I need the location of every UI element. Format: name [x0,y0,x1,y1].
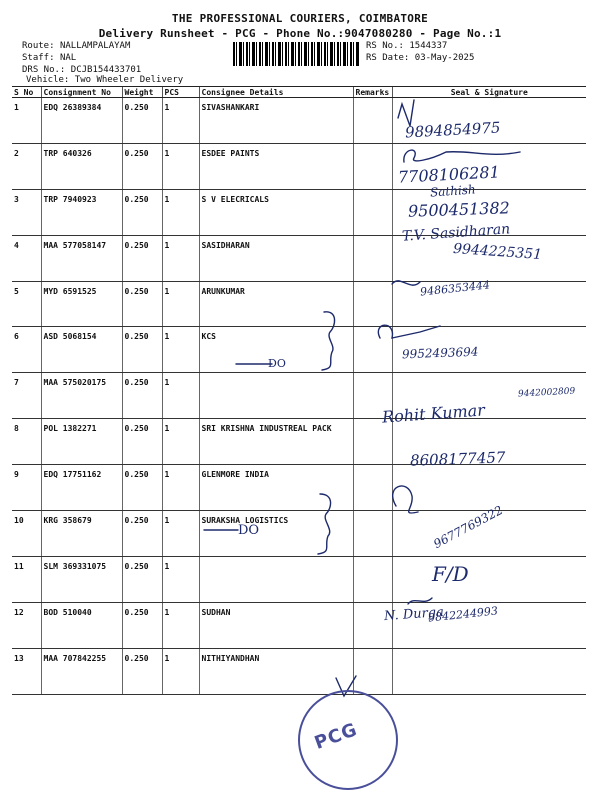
cell-weight: 0.250 [122,511,162,557]
signature-row-13 [408,598,432,604]
col-pcs: PCS [162,87,199,98]
hw-phone-row-5: 9486353444 [419,278,491,299]
col-consignee: Consignee Details [199,87,353,98]
cell-pcs: 1 [162,556,199,602]
cell-pcs: 1 [162,281,199,327]
cell-weight: 0.250 [122,327,162,373]
vehicle-label: Vehicle: [26,75,70,85]
hw-name-row-8: Rohit Kumar [381,400,486,427]
cell-pcs: 1 [162,648,199,694]
hw-note-row-12: F/D [432,562,469,586]
cell-weight: 0.250 [122,281,162,327]
ditto-mark-2: DO [238,523,260,538]
cell-consignee: ARUNKUMAR [199,281,353,327]
rs-no-value: 1544337 [409,41,448,51]
cell-sno: 4 [12,235,41,281]
cell-weight: 0.250 [122,235,162,281]
brace-rows-6-7 [322,312,335,370]
cell-pcs: 1 [162,327,199,373]
hw-phone-row-1: 9894854975 [404,118,501,142]
cell-weight: 0.250 [122,373,162,419]
route-value: NALLAMPALAYAM [59,41,131,51]
cell-consignee: SASIDHARAN [199,235,353,281]
ditto-mark-1: DO [268,357,286,370]
cell-weight: 0.250 [122,143,162,189]
stamp-text: PCG [311,719,361,754]
cell-consignee: GLENMORE INDIA [199,465,353,511]
rs-no-label: RS No.: [366,41,404,51]
rs-date-label: RS Date: [366,53,410,63]
hw-phone-row-9: 8608177457 [409,448,506,470]
cell-sno: 10 [12,511,41,557]
cell-sno: 8 [12,419,41,465]
cell-weight: 0.250 [122,98,162,144]
cell-consignment: MAA 577058147 [41,235,122,281]
cell-sno: 11 [12,556,41,602]
hw-name-row-4: T.V. Sasidharan [401,221,511,245]
signature-row-2 [404,150,520,162]
cell-pcs: 1 [162,419,199,465]
cell-consignment: ASD 5068154 [41,327,122,373]
cell-consignment: TRP 640326 [41,143,122,189]
col-sno: S No [12,87,41,98]
hw-name-row-13: N. Durga [383,604,445,625]
cell-weight: 0.250 [122,419,162,465]
col-signature: Seal & Signature [392,87,586,98]
cell-consignee: SRI KRISHNA INDUSTREAL PACK [199,419,353,465]
hw-phone-row-3: 9500451382 [407,198,511,221]
cell-consignment: KRG 358679 [41,511,122,557]
cell-pcs: 1 [162,98,199,144]
cell-consignment: EDQ 17751162 [41,465,122,511]
cell-pcs: 1 [162,189,199,235]
cell-pcs: 1 [162,143,199,189]
cell-weight: 0.250 [122,648,162,694]
hw-phone-row-13: 9842244993 [427,604,499,625]
cell-consignment: POL 1382271 [41,419,122,465]
company-title: THE PROFESSIONAL COURIERS, COIMBATORE [171,12,429,25]
cell-consignment: TRP 7940923 [41,189,122,235]
cell-consignee: S V ELECRICALS [199,189,353,235]
cell-weight: 0.250 [122,189,162,235]
cell-sno: 2 [12,143,41,189]
cell-consignee: ESDEE PAINTS [199,143,353,189]
cell-sno: 13 [12,648,41,694]
staff-label: Staff: [22,53,55,63]
cell-sno: 12 [12,602,41,648]
vehicle-value: Two Wheeler Delivery [74,75,184,85]
signature-row-10 [393,486,418,513]
cell-weight: 0.250 [122,602,162,648]
cell-consignment: BOD 510040 [41,602,122,648]
cell-pcs: 1 [162,235,199,281]
route-label: Route: [22,41,55,51]
cell-consignee: KCS [199,327,353,373]
rs-date-value: 03-May-2025 [414,53,475,63]
hw-phone-row-8: 9442002809 [517,386,576,400]
signature-row-5 [392,281,420,285]
cell-pcs: 1 [162,511,199,557]
runsheet-subtitle: Delivery Runsheet - PCG - Phone No.:9047080280 - Page No.:1 [98,27,502,40]
col-consignment: Consignment No [41,87,122,98]
cell-consignment: MAA 707842255 [41,648,122,694]
brace-rows-10-11 [318,494,331,554]
hw-phone-row-7: 9952493694 [401,344,479,362]
cell-consignee: SUDHAN [199,602,353,648]
cell-weight: 0.250 [122,465,162,511]
drs-label: DRS No.: [22,65,66,75]
col-remarks: Remarks [353,87,392,98]
cell-consignee: NITHIYANDHAN [199,648,353,694]
cell-consignee: SURAKSHA LOGISTICS [199,511,353,557]
signature-row-6 [378,325,440,338]
cell-sno: 3 [12,189,41,235]
col-weight: Weight [122,87,162,98]
cell-pcs: 1 [162,602,199,648]
cell-consignment: MAA 575020175 [41,373,122,419]
cell-consignment: MYD 6591525 [41,281,122,327]
cell-sno: 5 [12,281,41,327]
hw-phone-row-2: 7708106281 [397,162,501,187]
hw-name-row-3: Sathish [429,182,477,200]
drs-value: DCJB154433701 [70,65,142,75]
cell-weight: 0.250 [122,556,162,602]
cell-sno: 1 [12,98,41,144]
cell-sno: 7 [12,373,41,419]
cell-consignment: SLM 369331075 [41,556,122,602]
staff-value: NAL [59,53,77,63]
cell-consignment: EDQ 26389384 [41,98,122,144]
hw-phone-row-11: 9677769322 [431,502,506,552]
cell-sno: 9 [12,465,41,511]
cell-consignee: SIVASHANKARI [199,98,353,144]
cell-pcs: 1 [162,373,199,419]
hw-phone-row-4: 9944225351 [452,240,543,264]
cell-sno: 6 [12,327,41,373]
cell-pcs: 1 [162,465,199,511]
